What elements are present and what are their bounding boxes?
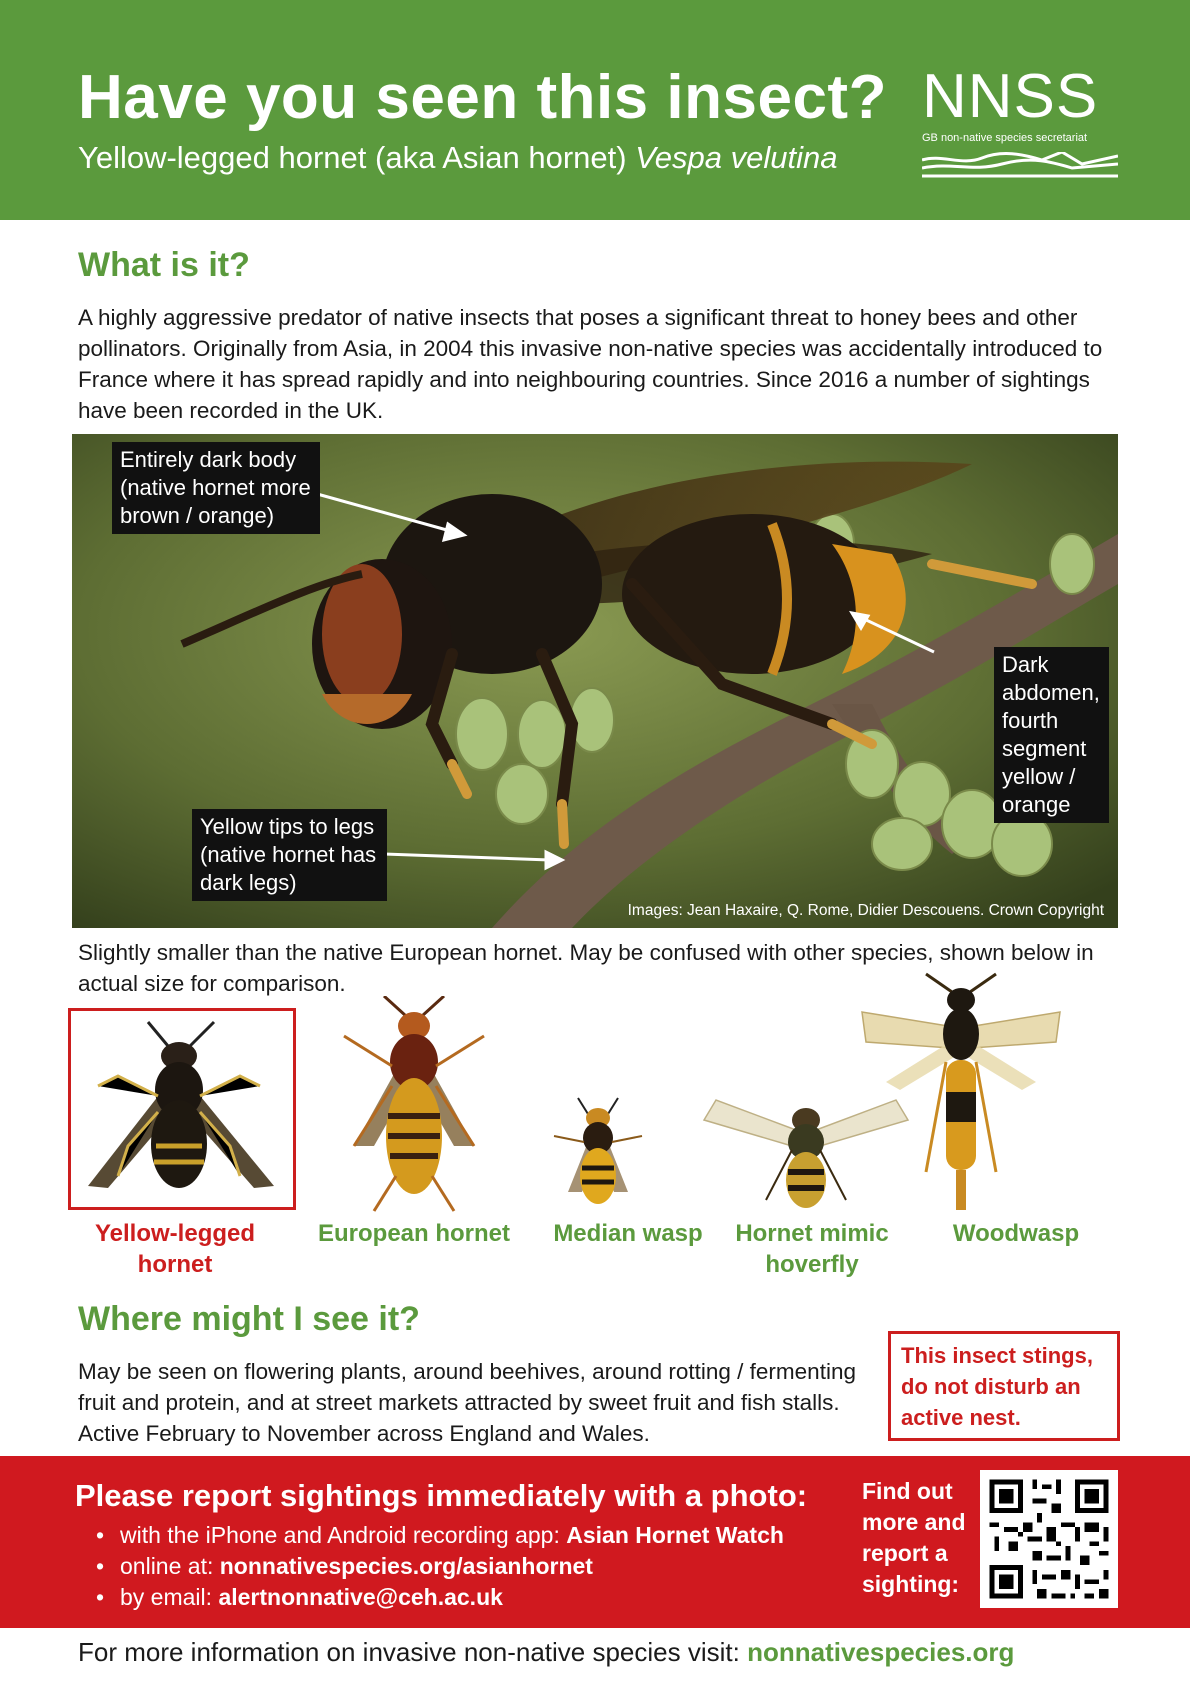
logo-waves-icon (922, 152, 1118, 180)
where-heading: Where might I see it? (78, 1300, 420, 1338)
hornet-photo (72, 434, 1118, 928)
report-list (96, 1520, 784, 1613)
page-subtitle (78, 140, 837, 176)
callout-yellow-legs: Yellow tips to legs (native hornet has dark legs) (192, 809, 387, 901)
page-title: Have you seen this insect? (78, 63, 887, 132)
logo-subtitle: GB non-native species secretariat (922, 132, 1088, 144)
nnss-logo (922, 62, 1118, 178)
report-band (0, 1456, 1190, 1628)
what-is-it-heading: What is it? (78, 246, 250, 284)
report-url-link[interactable]: nonnativespecies.org/asianhornet (219, 1553, 593, 1579)
app-name: Asian Hornet Watch (566, 1522, 784, 1548)
subtitle-common-name: Yellow-legged hornet (aka Asian hornet) (78, 140, 627, 175)
label-median-wasp: Median wasp (553, 1220, 703, 1247)
report-item-online: • online at: nonnativespecies.org/asianhornet (96, 1551, 784, 1582)
report-item-app: • with the iPhone and Android recording app: Asian Hornet Watch (96, 1520, 784, 1551)
yellow-legged-hornet-specimen (78, 1016, 284, 1202)
subtitle-latin-name: Vespa velutina (635, 140, 838, 175)
label-yellow-legged-hornet: Yellow-legged hornet (94, 1220, 256, 1278)
where-body: May be seen on flowering plants, around beehives, around rotting / fermenting fruit and protein, and at street markets attracted by sweet fruit and fish stalls. Active February to November across England and Wales. (78, 1359, 856, 1446)
callout-dark-abdomen: Dark abdomen, fourth segment yellow / orange (994, 647, 1109, 823)
median-wasp-specimen (548, 1096, 648, 1210)
footer-text: For more information on invasive non-native species visit: (78, 1637, 748, 1667)
label-hornet-mimic-hoverfly: Hornet mimic hoverfly (735, 1220, 889, 1278)
logo-text: NNSS (922, 62, 1099, 131)
comparison-intro: Slightly smaller than the native European hornet. May be confused with other species, shown below in actual size for comparison. (78, 940, 1094, 996)
report-email-link[interactable]: alertnonnative@ceh.ac.uk (218, 1584, 503, 1610)
qr-code-icon[interactable] (980, 1470, 1118, 1608)
find-out-text: Find out more and report a sighting: (862, 1478, 966, 1597)
label-european-hornet: European hornet (317, 1220, 510, 1247)
photo-credit: Images: Jean Haxaire, Q. Rome, Didier Descouens. Crown Copyright (627, 902, 1104, 919)
callout-dark-body: Entirely dark body (native hornet more brown / orange) (112, 442, 320, 534)
report-item-email: • by email: alertnonnative@ceh.ac.uk (96, 1582, 784, 1613)
header-banner (0, 0, 1190, 220)
footer (78, 1637, 1014, 1668)
qr-code-graphic (980, 1470, 1118, 1608)
footer-link[interactable]: nonnativespecies.org (747, 1637, 1015, 1667)
report-heading: Please report sightings immediately with a photo: (75, 1478, 808, 1513)
sting-warning: This insect stings, do not disturb an active nest. (888, 1331, 1120, 1441)
what-is-it-body: A highly aggressive predator of native insects that poses a significant threat to honey bees and other pollinators. Originally from Asia, in 2004 this invasive non-native species was accidentally introduced to France where it has spread rapidly and into neighbouring countries. Since 2016 a number of sightings have been recorded in the UK. (78, 305, 1103, 423)
woodwasp-specimen (856, 972, 1066, 1212)
european-hornet-specimen (334, 996, 494, 1216)
label-woodwasp: Woodwasp (952, 1220, 1080, 1247)
